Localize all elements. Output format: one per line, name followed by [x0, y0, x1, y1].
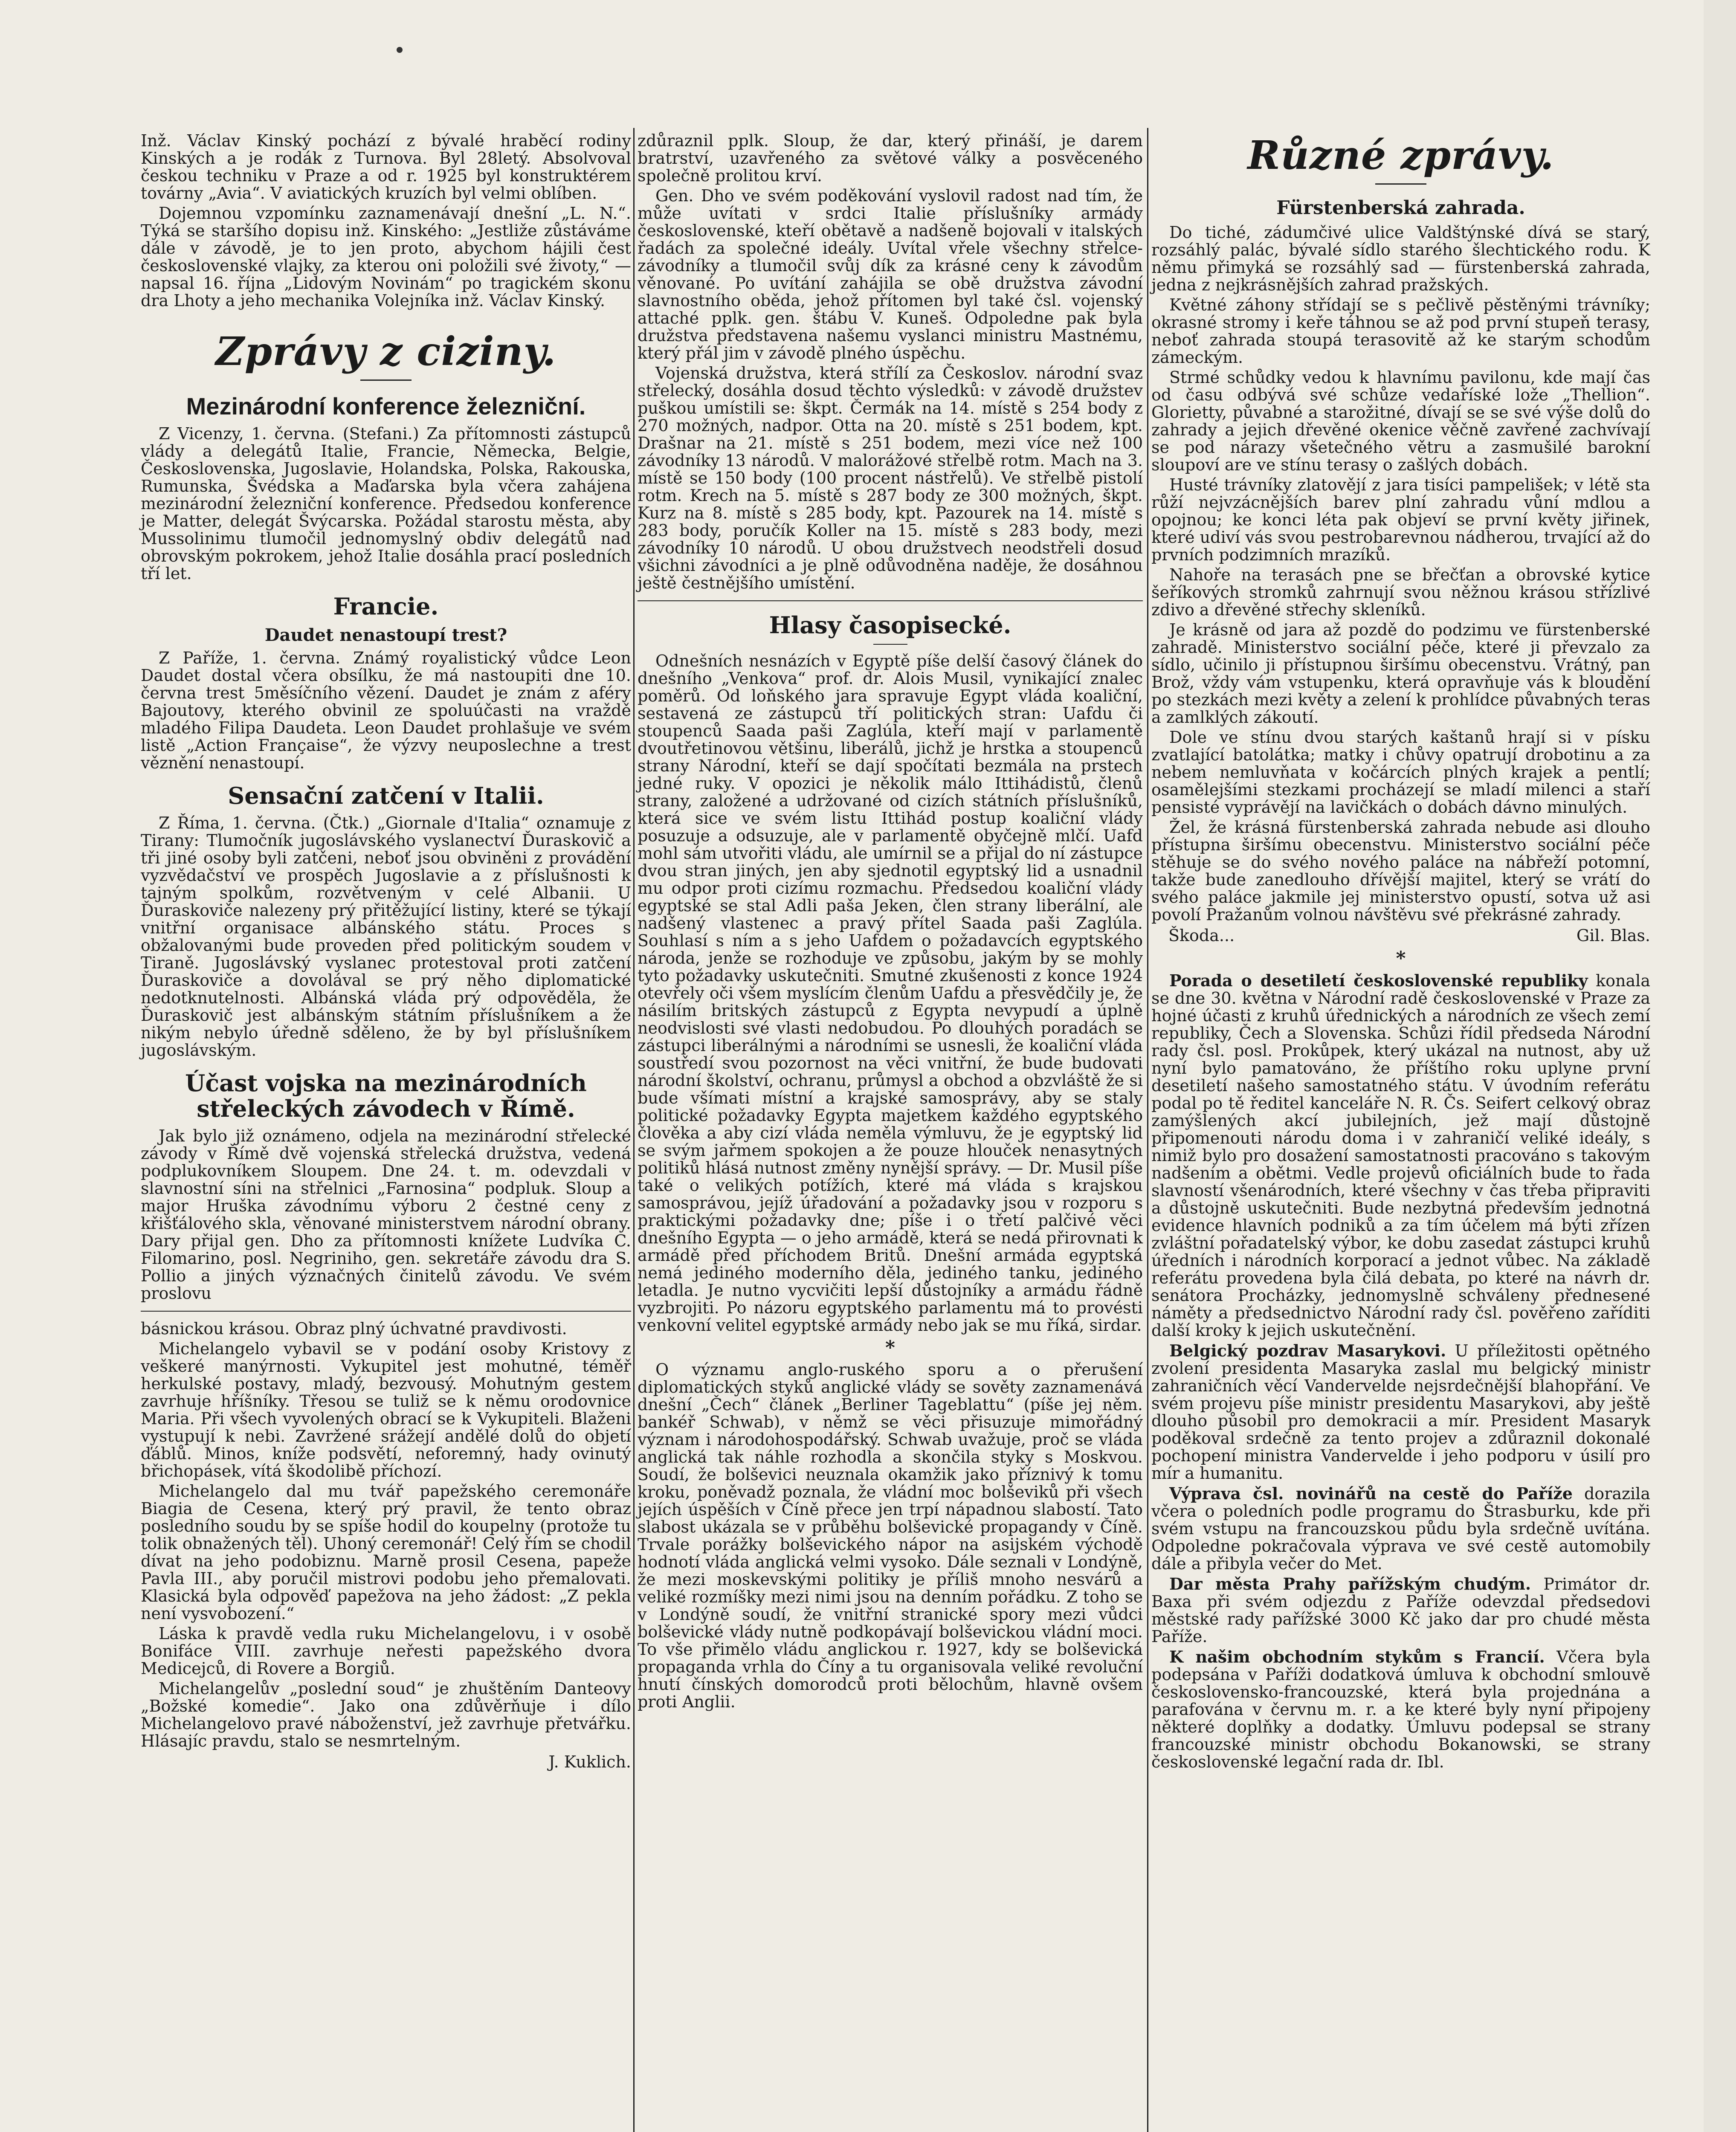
title-divider	[360, 379, 412, 381]
france-paragraph: Z Paříže, 1. června. Známý royalistický vůdce Leon Daudet dostal včera obsílku, že má nastoupiti dne 10. června trest 5měsíčního vězení. Daudet je znám z aféry Bajoutovy, kterého obvinil ze spoluúčasti na vraždě mladého Filipa Daudeta. Leon Daudet prohlašuje ve svém listě „Action Française“, že výzvy neuposlechne a trest věznění nenastoupí.	[141, 649, 631, 772]
column-3	[1151, 132, 1650, 1773]
garden-paragraph-8: Žel, že krásná fürstenberská zahrada nebude asi dlouho přístupna širšímu obecenstvu. Ministerstvo sociální péče stěhuje se do svého nového paláce na nábřeží potomní, takže bude zanedlouho dřívější majitel, který se vrátí do svého paláce jakmile jej ministerstvo opustí, sotva už asi povolí Pražanům volnou návštěvu své překrásné zahrady.	[1151, 818, 1650, 924]
sloup-paragraph: zdůraznil pplk. Sloup, že dar, který přináší, je darem bratrství, uzavřeného za světové války a posvěceného společně prolitou krví.	[638, 131, 1143, 185]
garden-signature-author: Gil. Blas.	[1576, 926, 1650, 945]
kinsky-memory-paragraph: Dojemnou vzpomínku zaznamenávají dnešní „L. N.“. Týká se staršího dopisu inž. Kinského: „Jestliže zůstáváme dále v závodě, je to jen proto, abychom hájili čest československé vlajky, za kterou oni položili své životy,“ — napsal 16. října „Lidovým Novinám“ po tragickém skonu dra Lhoty a jeho mechanika Volejníka inž. Václav Kinský.	[141, 204, 631, 310]
garden-paragraph-3: Strmé schůdky vedou k hlavnímu pavilonu, kde mají čas od času odbývá své schůze vedaříské lože „Thellion“. Glorietty, půvabné a starožitné, dívají se se své výše dolů do zahrady a jejich dřevěné okenice věčně zavřené zachvívají se pod nárazy všetečného větru a zasmušilé barokní sloupoví are ve stínu terasy o zašlých dobách.	[1151, 368, 1650, 474]
asterisk-divider: *	[1396, 947, 1406, 969]
garden-signature-left: Škoda...	[1168, 926, 1235, 945]
shooting-contest-title: Účast vojska na mezinárodních střeleckých závodech v Římě.	[185, 1069, 587, 1122]
results-paragraph: Vojenská družstva, která střílí za Českoslov. národní svaz střelecký, dosáhla dosud těchto výsledků: v závodě družstev puškou umístili se: škpt. Čermák na 14. místě s 254 body z 270 možných, nadpor. Otta na 20. místě s 251 bodem, kpt. Drašnar na 21. místě s 251 bodem, mezi více než 100 závodníky 13 národů. V malorážové střelbě rotm. Mach na 3. místě se 150 body (100 procent nástřelů). Ve střelbě pistolí rotm. Krech na 5. místě s 287 body ze 300 možných, škpt. Kurz na 8. místě s 285 body, kpt. Pazourek na 14. místě s 283 body, poručík Koller na 15. místě s 283 body, mezi závodníky 10 národů. U obou družstvech neodstřeli dosud všichni závodníci a je plně odůvodněna naděje, že dosáhnou ještě čestnějšího umístění.	[638, 364, 1143, 592]
title-divider	[1375, 183, 1426, 185]
press-voices-title: Hlasy časopisecké.	[769, 611, 1011, 639]
michelangelo-paragraph-1: básnickou krásou. Obraz plný úchvatné pravdivosti.	[141, 1319, 567, 1338]
page-edge	[1704, 0, 1736, 2132]
arrest-paragraph: Z Říma, 1. června. (Čtk.) „Giornale d'Italia“ oznamuje z Tirany: Tlumočník jugoslávského vyslanectví Ďuraskovič a tři jiné osoby byli zatčeni, neboť jsou obviněni z provádění vyzvědačství ve prospěch Jugoslavie a z příslušnosti k tajným spolkům, rozvětveným v celé Albanii. U Ďuraskoviče nalezeny prý přitěžující listiny, které se týkají vnitřní organisace albánského státu. Proces s obžalovanými bude proveden před politickým soudem v Tiraně. Jugoslávský vyslanec protestoval proti zatčení Ďuraskoviče a dovolával se prý něho diplomatické nedotknutelnosti. Albánská vláda prý odpověděla, že Ďuraskovič jest albánským státním příslušníkem a že nikým nebylo úředně sdělenо, že by byl příslušníkem jugoslávským.	[141, 814, 631, 1060]
decade-meeting-text: konala se dne 30. května v Národní radě československé v Praze za hojné účasti z kruhů úřednických a národních ze všech zemí republiky, Čech a Slovenska. Schůzi řídil předseda Národní rady čsl. posl. Prokůpek, který ukázal na nutnost, aby už nyní bylo pamatováno, že příštího roku uplyne první desetiletí našeho samostatného státu. V úvodním referátu podal po tě ředitel kanceláře N. R. Čs. Seifert celkový obraz zamýšlených akcí jubilejních, jež mají důstojně připomenouti národu doma i v zahraničí veliké ideály, s nimiž bylo pro dosažení samostatnosti pracováno s takovým nadšením a obětmi. Vedle projevů oficiálních bude to řada slavností všenárodních, které všechny v čas třeba připraviti a důstojně uskutečniti. Bude nezbytná především jednotná evidence hlavních podniků a za tím účelem má býti zřízen zvláštní pořadatelský výbor, ke dobu zasedat zástupci kruhů úředních i národních korporací a jednot vůbec. Na základě referátu provedena byla čilá debata, po které na návrh dr. senátora Procházky, jednomyslně schváleny přednesené náměty a předsednictvo Národní rady čsl. pověřeno zaříditi další kroky k jejich uskutečnění.	[1151, 971, 1650, 1340]
column-2	[638, 132, 1143, 1713]
journalists-trip-text: dorazila včera o poledních podle programu do Štrasburku, kde při svém vstupu na francouzskou půdu byla srdečně uvítána. Odpoledne pokračovala výprava ve své cestě automobily dále a přibyla večer do Met.	[1151, 1484, 1650, 1573]
garden-paragraph-6: Je krásně od jara až pozdě do podzimu ve fürstenberské zahradě. Ministerstvo sociální péče, které ji převzalo za sídlo, učinilo ji přístupnou širšímu obecenstvu. Vrátný, pan Brož, vždy vám vstupenku, která opravňuje vás k bloudění po stezkách mezi květy a zelení k prohlídce půvabných teras a zamlklých zákoutí.	[1151, 620, 1650, 727]
decade-meeting-title: Porada o desetiletí československé republiky	[1169, 971, 1588, 990]
misc-news-title: Různé zprávy.	[1247, 132, 1554, 178]
column-rule-1	[633, 128, 635, 2132]
france-trade-text: Včera byla podepsána v Paříži dodatková úmluva k obchodní smlouvě československo-francouzské, která byla projednána a parafována v červnu m. r. a ke které byly nyní připojeny některé doplňky a dodatky. Úmluvu podepsal se strany francouzské ministr obchodu Bokanowski, se strany československé legační rada dr. Ibl.	[1151, 1648, 1650, 1771]
michelangelo-paragraph-3: Michelangelo dal mu tvář papežského ceremonáře Biagia de Cesena, který prý pravil, že tento obraz posledního soudu by se spíše hodil do koupelny (protože tu tolik obnažených těl). Uhoný ceremonář! Celý řím se chodil dívat na jeho podobiznu. Marně prosil Cesena, papeže Pavla III., aby poručil mistrovi podobu jeho přemalovati. Klasická byla odpověď papežova na jeho žádost: „Z pekla není vysvobození.“	[141, 1482, 631, 1623]
column-rule-2	[1147, 128, 1148, 2132]
garden-paragraph-5: Nahoře na terasách pne se břečťan a obrovské kytice šeříkových stromků zahrnují svou něžnou krásou střízlivé zdivo a dřevěné střechy skleníků.	[1151, 565, 1650, 619]
arrest-title: Sensační zatčení v Italii.	[228, 782, 544, 809]
dho-paragraph: Gen. Dho ve svém poděkování vyslovil radost nad tím, že může uvítati v srdci Italie příslušníky armády československé, kteří obětavě a nadšeně bojovali v italských řadách za společné ideály. Uvítal vřele všechny střelce-závodníky a tlumočil svůj dík za krásné ceny k závodům věnované. Po uvítání zahájila se obě družstva závodní slavnostního oběda, jehož přítomen byl také čsl. vojenský attaché pplk. gen. štábu V. Kuneš. Odpoledne pak byla družstva představena našemu vyslanci ministru Mastnému, který přál jim v závodě plného úspěchu.	[638, 186, 1143, 362]
belgian-greeting-title: Belgický pozdrav Masarykovi.	[1169, 1341, 1446, 1360]
garden-paragraph-7: Dole ve stínu dvou starých kaštanů hrají si v písku zvatlající batolátka; matky i chůvy opatrují drobotinu a za nebem nemluvňata v kočárcích plných krajek a pentlí; osamělejšími stezkami procházejí se mladí milenci a staří pensisté vyprávějí na lavičkách o dobách dávno minulých.	[1151, 728, 1650, 817]
france-subtitle: Daudet nenastoupí trest?	[264, 625, 507, 645]
garden-title: Fürstenberská zahrada.	[1276, 197, 1525, 219]
belgian-greeting-text: U příležitosti opětného zvolení presidenta Masaryka zaslal mu belgický ministr zahraničních věcí Vandervelde nejsrdečnější blahopřání. Ve svém projevu píše ministr presidentu Masarykovi, aby ještě dlouho působil pro demokracii a mír. President Masaryk poděkoval srdečně za tento projev a zdůraznil dokonalé pochopení ministra Vandervelde i jeho podporu v úsilí pro mír a humanitu.	[1151, 1341, 1650, 1483]
garden-paragraph-2: Květné záhony střídají se s pečlivě pěstěnými trávníky; okrasné stromy i keře táhnou se až pod první stupeň terasy, neboť zahrada stoupá terasovitě až ke starým schodům zámeckým.	[1151, 295, 1650, 367]
michelangelo-signature: J. Kuklich.	[548, 1753, 631, 1771]
title-divider	[873, 644, 907, 645]
anglo-russian-paragraph: O významu anglo-ruského sporu a o přerušení diplomatických styků anglické vlády se sověty zaznamenává dnešní „Čech“ článek „Berliner Tageblattu“ (píše jej něm. bankéř Schwab), v němž se věci přisuzuje mimořádný význam i národohospodářský. Schwab uvažuje, proč se vláda anglická tak náhle rozhodla a skončila styky s Moskvou. Soudí, že bolševici neuznala okamžik jako příznivý k tomu kroku, poněvadž poznala, že vládní moc bolševiků při všech jejích úspěších v Číně přece jen trpí nápadnou slabostí. Tato slabost ukázala se v průběhu bolševické propagandy v Číně. Trvale porážky bolševického nápor na asijském východě hodnotí vláda anglická velmi vysoko. Dále seznali v Londýně, že mezi moskevskými politiky je příliš mnoho nesvárů a veliké rozmíšky mezi nimi jsou na denním pořádku. Z toho se v Londýně soudí, že vnitřní stranické spory mezi vůdci bolševické vlády nutně podkopávají bolševickou vládní moci. To vše přimělo vládu anglickou r. 1927, kdy se bolševická propaganda vrhla do Číny a tu organisovala veliké revoluční hnutí čínských domorodců proti bělochům, hlavně ovšem proti Anglii.	[638, 1360, 1143, 1711]
egypt-paragraph: Odnešních nesnázích v Egyptě píše delší časový článek do dnešního „Venkova“ prof. dr. Alois Musil, vynikající znalec poměrů. Od loňského jara spravuje Egypt vláda koaliční, sestavená ze zástupců tří politických stran: Uafdu či stoupenců Saada paši Zaglúla, kteří mají v parlamentě dvoutřetinovou většinu, liberálů, jichž je hrstka a stoupenců strany Národní, kteří se dají spočítati bezmála na prstech jedné ruky. V opozici je několik málo Ittihádistů, členů strany, založené a udržované od cizích státních příslušníků, která sice ve svém listu Ittihád postup koaliční vlády posuzuje a odsuzuje, ale v parlamentě obyčejně mlčí. Uafd mohl sám utvořiti vládu, ale umírnil se a přijal do ní zástupce dvou stran jiných, jen aby sjednotil egyptský lid a usnadnil mu odpor proti cizímu rozmachu. Předsedou koaliční vlády egyptské se stal Adli paša Jeken, člen strany liberální, ale nadšený vlastenec a pravý přítel Saada paši Zaglúla. Souhlasí s ním a s jeho Uafdem o požadavcích egyptského národa, jenže se rozhoduje ve způsobu, jakým by se mohly tyto požadavky uskutečniti. Smutné zkušenosti z konce 1924 otevřely oči všem myslícím členům Uafdu a přesvědčily je, že násilím britských zástupců z Egypta nevypudí a úplně neodvislosti své vlasti nedobudou. Po dlouhých poradách se zástupci liberálnými a národními se usnesli, že koaliční vláda soustředí svou pozornost na věci vnitřní, že bude budovati národní školství, ochranu, průmysl a obchod a obzvláště že si bude všímati místní a krajské samosprávy, aby se staly politické požadavky Egypta majetkem každého egyptského člověka a aby cizí vláda neměla výmluvu, že je egyptský lid se svým jařmem spokojen a že pouze hlouček nenasytných politiků hlásá nutnost změny nynější správy. — Dr. Musil píše také o velikých potížích, které má vláda s krajskou samosprávou, jejíž úřadování a požadavky jsou v rozporu s praktickými požadavky dne; píše i o třetí palčivé věci dnešního Egypta — o jeho armádě, která se nedá přirovnati k armádě před příchodem Britů. Dnešní armáda egyptská nemá jediného moderního děla, jediného tanku, jediného letadla. Je nutno vycvičiti lepší důstojníky a armádu řádně vyzbrojiti. Po názoru egyptského parlamentu má to provésti venkovní velitel egyptské armády nebo jak se mu říká, sirdar.	[638, 652, 1143, 1335]
journalists-trip-title: Výprava čsl. novinářů na cestě do Paříže	[1169, 1484, 1573, 1503]
garden-signature	[1168, 926, 1650, 945]
france-title: Francie.	[333, 593, 439, 620]
asterisk-divider: *	[885, 1337, 895, 1359]
section-separator	[638, 600, 1143, 601]
garden-paragraph-1: Do tiché, zádumčivé ulice Valdštýnské dívá se starý, rozsáhlý palác, bývalé sídlo starého šlechtického rodu. K němu přimyká se rozsáhlý sad — fürstenberská zahrada, jedna z nejkrásnějších zahrad pražských.	[1151, 223, 1650, 294]
foreign-news-title: Zprávy z ciziny.	[215, 328, 556, 374]
column-1	[141, 132, 631, 1776]
page-mark	[397, 47, 403, 53]
railway-conference-title: Mezinárodní konference železniční.	[186, 393, 586, 420]
kinsky-paragraph: Inž. Václav Kinský pochází z bývalé hraběcí rodiny Kinských a je rodák z Turnova. Byl 28letý. Absolvoval českou techniku v Praze a od r. 1925 byl konstruktérem továrny „Avia“. V aviatických kruzích byl velmi oblíben.	[141, 131, 631, 203]
prague-gift-text: Primátor dr. Baxa při svém odjezdu z Paříže odevzdal předsedovi městské rady pařížské 3000 Kč jako dar pro chudé města Paříže.	[1151, 1575, 1650, 1646]
michelangelo-paragraph-4: Láska k pravdě vedla ruku Michelangelovu, i v osobě Bonifáce VIII. zavrhuje neřesti papežského dvora Medicejců, di Rovere a Borgiů.	[141, 1624, 631, 1678]
garden-paragraph-4: Husté trávníky zlatovějí z jara tisíci pampelišek; v létě sta růží nejvzácnějších barev plní zahradu vůní mdlou a opojnou; ke konci léta pak objeví se první květy jiřinek, které udiví vás svou pestrobarevnou nádherou, trvající až do prvních podzimních mrazíků.	[1151, 475, 1650, 564]
michelangelo-paragraph-2: Michelangelo vybavil se v podání osoby Kristovy z veškeré manýrnosti. Vykupitel jest mohutné, téměř herkulské postavy, mladý, bezvousý. Mohutným gestem zavrhuje hříšníky. Třesou se tuliž se k němu orodovnice Maria. Při všech vyvolených obrací se k Vykupiteli. Blaženi vystupují k nebi. Zavržené srážejí andělé dolů do objetí ďáblů. Minos, kníže podsvětí, neforemný, hady ovinutý břichopásek, vítá škodolibě příchozí.	[141, 1339, 631, 1480]
shooting-contest-paragraph: Jak bylo již oznámeno, odjela na mezinárodní střelecké závody v Římě dvě vojenská střelecká družstva, vedená podplukovníkem Sloupem. Dne 24. t. m. odevzdali v slavnostní síni na střelnici „Farnosina“ podpluk. Sloup a major Hruška závodnímu výboru 2 čestné ceny z křišťálového skla, věnované ministerstvem národní obrany. Dary přijal gen. Dho za přítomnosti knížete Ludvíka C. Filomarino, posl. Negriniho, gen. sekretáře závodu dra S. Pollio a jiných význačných činitelů závodu. Ve svém proslovu	[141, 1127, 631, 1303]
michelangelo-paragraph-5: Michelangelův „poslední soud“ je zhuštěním Danteovy „Božské komedie“. Jako ona zdůvěrňuje i dílo Michelangelovo pravé náboženství, jež zavrhuje přetvářku. Hlásajíc pravdu, stalo se nesmrtelným.	[141, 1679, 631, 1750]
france-trade-title: K našim obchodním stykům s Francií.	[1169, 1647, 1545, 1666]
prague-gift-title: Dar města Prahy pařížským chudým.	[1169, 1574, 1531, 1593]
section-separator	[141, 1311, 631, 1312]
railway-conference-paragraph: Z Vicenzy, 1. června. (Stefani.) Za přítomnosti zástupců vlády a delegátů Italie, Francie, Německa, Belgie, Československa, Jugoslavie, Holandska, Polska, Rakouska, Rumunska, Švédska a Maďarska byla včera zahájena mezinárodní železniční konference. Předsedou konference je Matter, delegát Švýcarska. Požádal starostu města, aby Mussolinimu tlumočil jednomyslný obdiv delegátů nad obrovským pokrokem, jehož Italie dosáhla prací posledních tří let.	[141, 424, 631, 583]
